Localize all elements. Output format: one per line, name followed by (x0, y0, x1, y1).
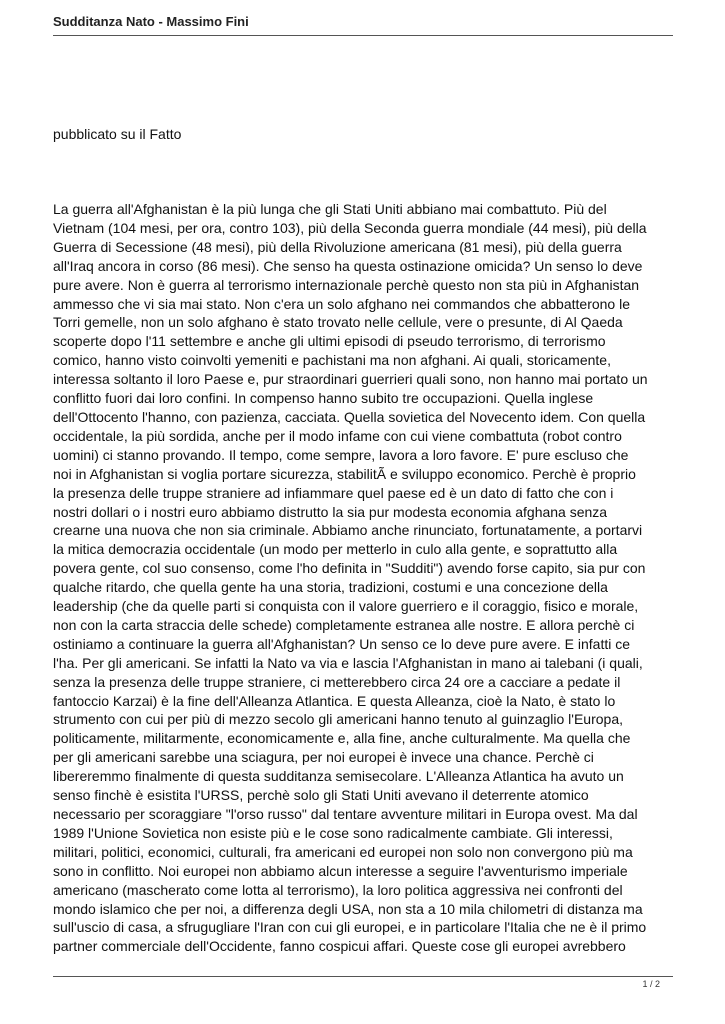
body-line: libereremmo finalmente di questa sudditanza semisecolare. L'Alleanza Atlantica ha avuto un (53, 768, 624, 785)
body-line: ostiniamo a continuare la guerra all'Afghanistan? Un senso ce lo deve pure avere. E infatti ce (53, 635, 631, 652)
body-line: Torri gemelle, non un solo afghano è stato trovato nelle cellule, vere o presunte, di Al Qaeda (53, 314, 623, 331)
body-line: crearne una nuova che non sia criminale. Abbiamo anche rinunciato, fortunatamente, a portarvi (53, 522, 643, 539)
footer-divider (53, 976, 673, 977)
body-line: senza la presenza delle truppe straniere, ci metterebbero circa 24 ore a cacciare a pedate il (53, 673, 621, 690)
body-line: Guerra di Secessione (48 mesi), più della Rivoluzione americana (81 mesi), più della guerra (53, 238, 622, 255)
body-line: partner commerciale dell'Occidente, fanno cospicui affari. Queste cose gli europei avrebbero (53, 938, 626, 955)
body-line: dell'Ottocento l'hanno, con pazienza, cacciata. Quella sovietica del Novecento idem. Con quella (53, 408, 646, 425)
body-line: politicamente, militarmente, economicamente e, alla fine, anche culturalmente. Ma quella che (53, 730, 631, 747)
body-line: per gli americani sarebbe una sciagura, per noi europei è invece una chance. Perchè ci (53, 749, 594, 766)
body-line: sull'uscio di casa, a sfrugugliare l'Iran con cui gli europei, e in particolare l'Italia che ne è il primo (53, 919, 647, 936)
body-line: necessario per scoraggiare "l'orso russo" dal tentare avventure militari in Europa ovest. Ma dal (53, 806, 638, 822)
body-line: povera gente, col suo consenso, come l'ho definita in "Sudditi") avendo forse capito, sia pur con (53, 560, 646, 577)
body-line: l'ha. Per gli americani. Se infatti la Nato va via e lascia l'Afghanistan in mano ai talebani (i quali, (53, 654, 643, 671)
body-line: pure avere. Non è guerra al terrorismo internazionale perchè questo non sta più in Afghanistan (53, 276, 640, 293)
body-line: qualche ritardo, che quella gente ha una storia, tradizioni, costumi e una concezione della (53, 579, 608, 596)
body-line: Vietnam (104 mesi, per ora, contro 103), più della Seconda guerra mondiale (44 mesi), più della (53, 219, 647, 236)
header-divider (53, 35, 673, 36)
body-line: la presenza delle truppe straniere ad infiammare quel paese ed è un dato di fatto che con i (53, 484, 614, 501)
body-line: uomini) ci stanno provando. Il tempo, come sempre, lavora a loro favore. E' pure escluso che (53, 446, 629, 463)
body-line: mondo islamico che per noi, a differenza degli USA, non sta a 10 mila chilometri di distanza ma (53, 900, 643, 917)
body-line: scoperte dopo l'11 settembre e anche gli ultimi episodi di pseudo terrorismo, di terrorismo (53, 333, 606, 350)
document-title: Sudditanza Nato - Massimo Fini (53, 14, 249, 29)
publication-source: pubblicato su il Fatto (53, 126, 182, 142)
body-line: occidentale, la più sordida, anche per il modo infame con cui viene combattuta (robot contro (53, 427, 622, 444)
body-line: strumento con cui per più di mezzo secolo gli americani hanno tenuto al guinzaglio l'Europa, (53, 711, 624, 728)
body-line: leadership (che da quelle parti si conquista con il valore guerriero e il coraggio, fisico e morale, (53, 598, 639, 615)
body-line: nostri dollari o i nostri euro abbiamo distrutto la sia pur modesta economia afghana senza (53, 503, 608, 520)
body-line: fantoccio Karzai) è la fine dell'Alleanza Atlantica. E questa Alleanza, cioè la Nato, è stato lo (53, 692, 616, 709)
body-line: 1989 l'Unione Sovietica non esiste più e le cose sono radicalmente cambiate. Gli interessi, (53, 824, 613, 841)
body-line: ammesso che vi sia mai stato. Non c'era un solo afghano nei commandos che abbatterono le (53, 295, 630, 312)
body-line: conflitto fuori dai loro confini. In compenso hanno subito tre occupazioni. Quella inglese (53, 390, 594, 407)
body-line: americano (mascherato come lotta al terrorismo), la loro politica aggressiva nei confronti del (53, 881, 623, 898)
body-line: interessa soltanto il loro Paese e, pur straordinari guerrieri quali sono, non hanno mai portato un (53, 371, 648, 388)
body-line: sono in conflitto. Noi europei non abbiamo alcun interesse a seguire l'avventurismo imperiale (53, 862, 628, 879)
body-line: all'Iraq ancora in corso (86 mesi). Che senso ha questa ostinazione omicida? Un senso lo deve (53, 257, 643, 274)
body-line: non con la carta straccia delle schede) completamente estranea alle nostre. E allora perchè ci (53, 616, 635, 633)
body-line: noi in Afghanistan si voglia portare sicurezza, stabilitÃ e sviluppo economico. Perchè è proprio (53, 465, 636, 482)
article-body (53, 200, 673, 956)
body-line: La guerra all'Afghanistan è la più lunga che gli Stati Uniti abbiano mai combattuto. Più del (53, 201, 607, 217)
body-line: senso finchè è esistita l'URSS, perchè solo gli Stati Uniti avevano il deterrente atomico (53, 787, 589, 804)
body-line: militari, politici, economici, culturali, fra americani ed europei non solo non convergono più ma (53, 843, 633, 860)
page-number: 1 / 2 (642, 979, 660, 989)
body-line: la mitica democrazia occidentale (un modo per metterlo in culo alla gente, e soprattutto alla (53, 541, 618, 558)
body-line: comico, hanno visto coinvolti yemeniti e pachistani ma non afghani. Ai quali, storicamente, (53, 352, 611, 369)
